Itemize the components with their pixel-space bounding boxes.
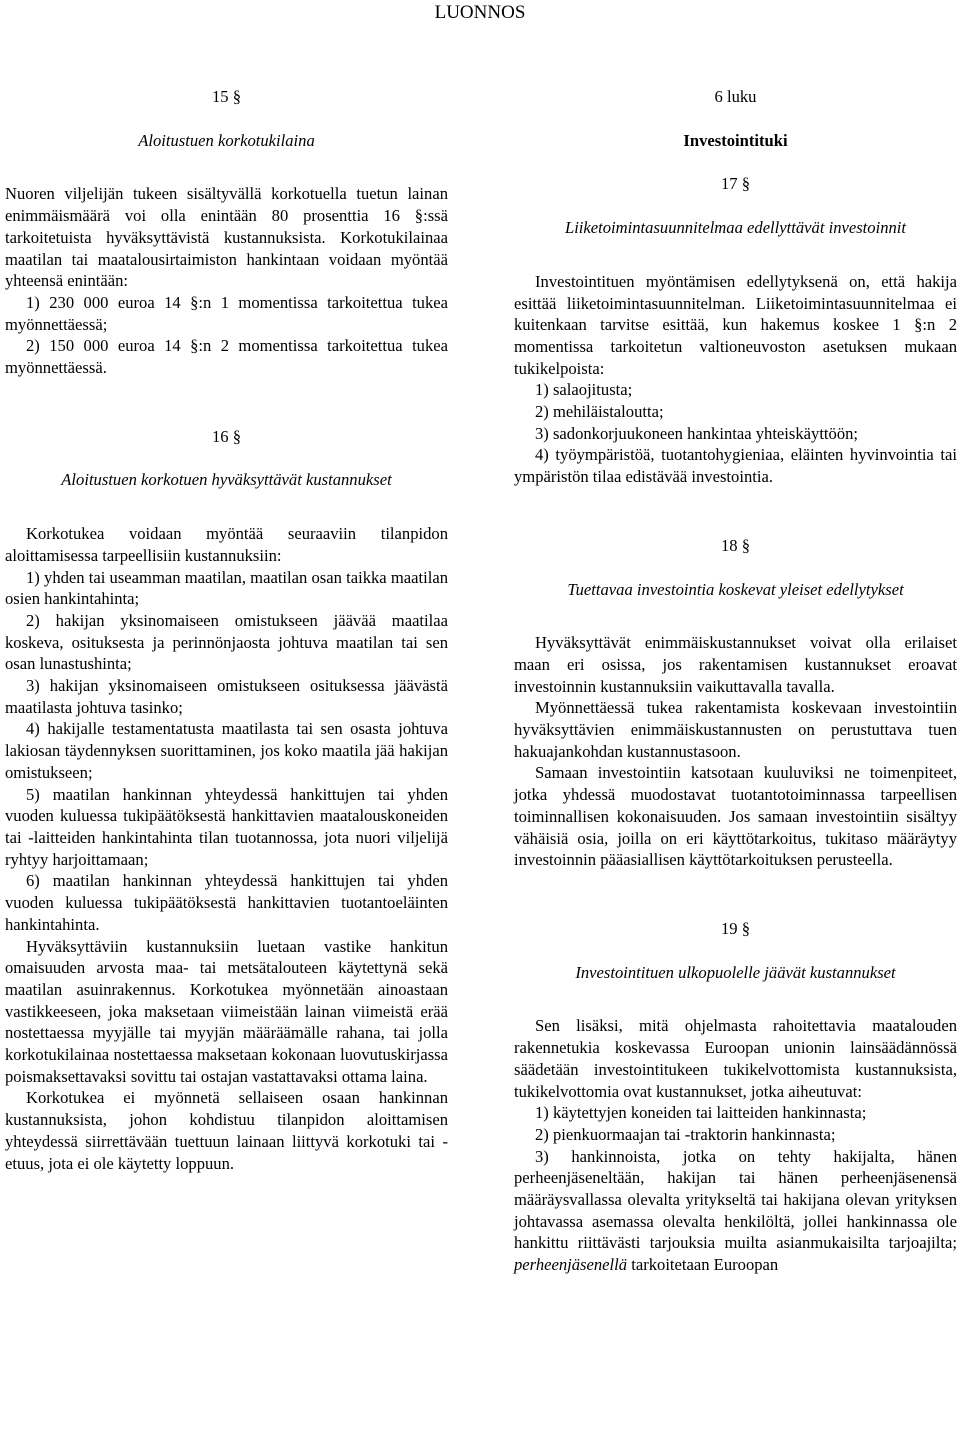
list-item [514,1146,957,1276]
paragraph: Sen lisäksi, mitä ohjelmasta rahoitettavia maatalouden rakennetukia koskevassa Euroopan unionin lainsäädännössä säädetään investointitukeen tukikelvottomista kustannuksista, tukikelvottomia ovat kustannukset, jotka aiheutuvat: [514,1016,957,1101]
chapter-title: Investointituki [683,130,788,150]
chapter-6 [514,86,957,151]
list-item: 6) maatilan hankinnan yhteydessä hankittujen tai yhden vuoden kuluessa tukipäätöksestä hankittavien tuotantoeläinten hankintahinta. [5,871,448,934]
list-item: 4) hakijalle testamentatusta maatilasta tai sen osasta johtuva lakiosan täydennyksen suorittaminen, jos koko maatila jää hakijan omistukseen; [5,719,448,782]
section-15 [5,86,448,379]
section-17 [514,173,957,487]
section-number: 17 § [720,174,751,194]
section-number: 19 § [720,918,751,938]
paragraph: Korkotukea ei myönnetä sellaiseen osaan hankinnan kustannuksista, johon kohdistuu tilanpidon aloittamisen yhteydessä siirrettävään tuettuun lainaan liittyvä korkotuki tai -etuus, jota ei ole käytetty loppuun. [5,1088,448,1173]
paragraph: Investointituen myöntämisen edellytyksenä on, että hakija esittää liiketoimintasuunnitelman. Liiketoimintasuunnitelmaa ei kuitenkaan tarvitse esittää, kun hakemus koskee 1 §:n 2 momentissa tarkoitetun valtioneuvoston asetuksen mukaan tukikelpoista: [514,271,957,378]
list-item: 4) työympäristöä, tuotantohygieniaa, eläinten hyvinvointia tai ympäristön tilaa edistävää investointia. [514,445,957,487]
list-item: 1) yhden tai useamman maatilan, maatilan osan taikka maatilan osien hankintahinta; [5,567,448,609]
section-number: 15 § [211,87,242,106]
emphasized-term: perheenjäsenellä [514,1255,628,1275]
list-item: 2) pienkuormaajan tai -traktorin hankinnasta; [535,1124,836,1144]
section-19 [514,918,957,1276]
list-item: 1) 230 000 euroa 14 §:n 1 momentissa tarkoitettua tukea myönnettäessä; [5,292,448,334]
section-16 [5,426,448,1175]
list-item: 2) mehiläistaloutta; [535,402,664,422]
list-item: 3) hakijan yksinomaiseen omistukseen osituksessa jäävästä maatilasta johtuva tasinko; [5,676,448,717]
section-title: Aloitustuen korkotukilaina [138,130,315,150]
list-item: 3) sadonkorjuukoneen hankintaa yhteiskäyttöön; [535,423,859,443]
section-title: Liiketoimintasuunnitelmaa edellyttävät investoinnit [564,218,907,238]
list-item-text: 3) hankinnoista, jotka on tehty hakijalta, hänen perheenjäseneltään, hakijan tai hänen perheenjäsenensä määräysvallassa olevalta yritykseltä tai hakijana olevan yrityksen johtavassa asemassa olevalta henkilöltä, jollei hankinnassa ole hankittu riittävästi tarjouksia muilta asianmukaisilta tarjoajilta; [514,1146,957,1253]
paragraph: Nuoren viljelijän tukeen sisältyvällä korkotuella tuetun lainan enimmäismäärä voi olla enintään 80 prosenttia 16 §:ssä tarkoitetuista hyväksyttävistä kustannuksista. Korkotukilainaa maatilan tai maatalousirtaimiston hankintaan voidaan myöntää yhteensä enintään: [5,184,448,291]
section-title: Tuettavaa investointia koskevat yleiset edellytykset [567,579,904,599]
list-item: 2) hakijan yksinomaiseen omistukseen jäävää maatilaa koskeva, osituksesta ja perinnönjaosta johtuva maatilan tai sen osan lunastushinta; [5,610,448,674]
paragraph: Korkotukea voidaan myöntää seuraaviin tilanpidon aloittamisessa tarpeellisiin kustannuksiin: [5,524,448,565]
section-18 [514,535,957,871]
list-item: 1) salaojitusta; [535,380,633,400]
chapter-number: 6 luku [714,87,757,106]
paragraph: Samaan investointiin katsotaan kuuluviksi ne toimenpiteet, jotka yhdessä muodostavat tuotantotoiminnassa tarpeellisen toiminnallisen kokonaisuuden. Jos samaan investointiin sisältyy vähäisiä osia, joilla on eri käyttötarkoitus, tukitaso määräytyy investoinnin pääasiallisen käyttötarkoituksen perusteella. [514,763,957,870]
section-title: Aloitustuen korkotuen hyväksyttävät kustannukset [61,470,392,490]
section-number: 18 § [720,535,751,555]
list-item: 2) 150 000 euroa 14 §:n 2 momentissa tarkoitettua tukea myönnettäessä. [5,336,448,378]
paragraph: Hyväksyttävät enimmäiskustannukset voivat olla erilaiset maan eri osissa, jos rakentamisen kustannukset eroavat investoinnin kustannuksiin vaikuttavalla tavalla. [514,633,957,696]
list-item: 5) maatilan hankinnan yhteydessä hankittujen tai yhden vuoden kuluessa tukipäätöksestä hankittavien maatalouskoneiden tai -laitteiden hankintahinta tilan tuotannossa, jota nuori viljelijä ryhtyy harjoittamaan; [5,784,448,869]
draft-label: LUONNOS [434,2,526,23]
right-column [514,86,957,1276]
left-column [5,86,448,1174]
list-item: 1) käytettyjen koneiden tai laitteiden hankinnasta; [535,1103,867,1123]
paragraph: Hyväksyttäviin kustannuksiin luetaan vastike hankitun omaisuuden arvosta maa- tai metsätalouteen käytettynä sekä maatilan asuinrakennus. Korkotukea myönnetään ainoastaan vastikkeeseen, joka maksetaan viimeistään lainan viimeistä erää nostettaessa myyjälle tai myyjän määräämälle rahana, tai jolla korkotukilainaa nostettaessa maksetaan kokonaan luovutuskirjassa poismaksettavaksi sovittu tai ostajan vastattavaksi ottama laina. [5,936,448,1086]
list-item-tail: tarkoitetaan Euroopan [631,1255,779,1275]
section-title: Investointituen ulkopuolelle jäävät kustannukset [575,962,896,982]
paragraph: Myönnettäessä tukea rakentamista koskevaan investointiin hyväksyttävien enimmäiskustannusten on perustuttava tuen hakuajankohdan kustannustasoon. [514,698,957,761]
section-number: 16 § [211,426,242,446]
